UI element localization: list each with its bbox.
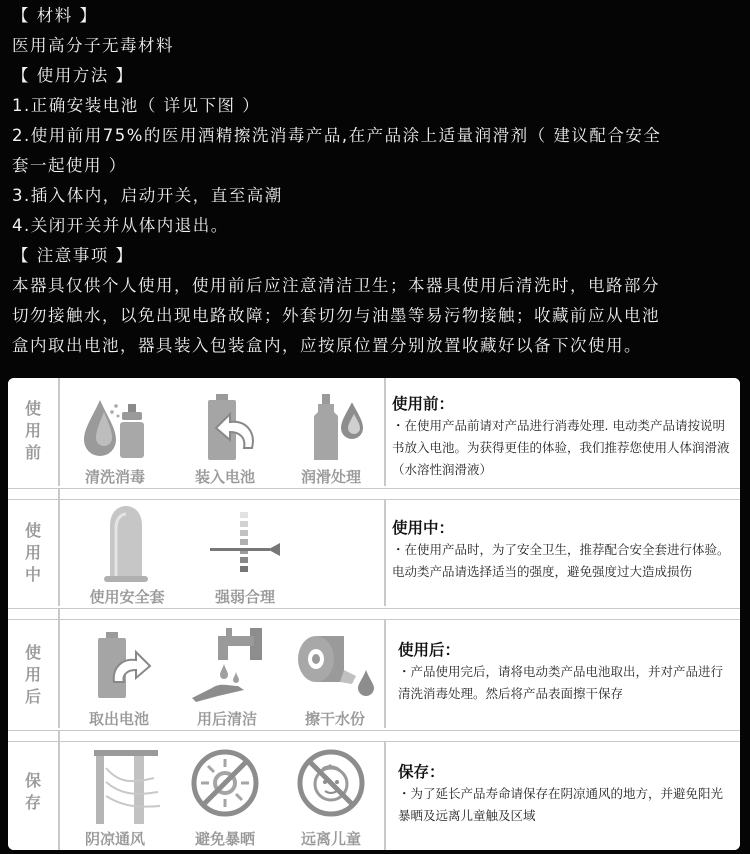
usage-step: 套一起使用 ） bbox=[12, 156, 127, 175]
usage-step: 3.插入体内，启动开关，直至高潮 bbox=[12, 186, 283, 205]
guide-row-before-use bbox=[8, 378, 740, 486]
materials-heading: 【 材料 】 bbox=[12, 6, 98, 25]
condom-icon bbox=[96, 504, 156, 582]
guide-row-after-use bbox=[8, 620, 740, 728]
caption-condom: 使用安全套 bbox=[89, 588, 165, 606]
usage-step: 4.关闭开关并从体内退出。 bbox=[12, 216, 229, 235]
row-title: 使用前： bbox=[392, 395, 455, 413]
row-label: 保存 bbox=[24, 771, 41, 812]
window-curtain-icon bbox=[88, 748, 164, 824]
no-child-icon bbox=[294, 746, 368, 820]
row-label: 使用后 bbox=[24, 643, 41, 706]
usage-heading: 【 使用方法 】 bbox=[12, 66, 134, 85]
usage-step: 2.使用前用75%的医用酒精擦洗消毒产品,在产品涂上适量润滑剂（ 建议配合安全 bbox=[12, 126, 662, 145]
notes-line: 本器具仅供个人使用，使用前后应注意清洁卫生；本器具使用后清洗时，电路部分 bbox=[12, 276, 660, 295]
row-label: 使用前 bbox=[24, 399, 41, 462]
intensity-slider-icon bbox=[204, 508, 284, 580]
no-sun-icon bbox=[188, 746, 262, 820]
notes-line: 切勿接触水，以免出现电路故障；外套切勿与油墨等易污物接触；收藏前应从电池 bbox=[12, 306, 660, 325]
usage-guide-card bbox=[8, 378, 740, 850]
caption-clean: 清洗消毒 bbox=[84, 468, 145, 486]
notes-heading: 【 注意事项 】 bbox=[12, 246, 134, 265]
row-title: 使用中： bbox=[392, 519, 455, 537]
caption-no-sun: 避免暴晒 bbox=[194, 830, 255, 848]
row-description: ・产品使用完后，请将电动类产品电池取出，并对产品进行清洗消毒处理。然后将产品表面擦干保存 bbox=[398, 664, 724, 701]
row-description: ・为了延长产品寿命请保存在阴凉通风的地方，并避免阳光暴晒及远离儿童触及区域 bbox=[398, 786, 724, 823]
caption-intensity: 强弱合理 bbox=[214, 588, 275, 606]
guide-row-during-use bbox=[8, 500, 740, 606]
row-divider bbox=[8, 608, 740, 620]
notes-line: 盒内取出电池，器具装入包装盒内，应按原位置分别放置收藏好以备下次使用。 bbox=[12, 336, 642, 355]
tissue-roll-icon bbox=[296, 630, 376, 700]
insert-battery-icon bbox=[196, 392, 272, 464]
usage-step: 1.正确安装电池（ 详见下图 ） bbox=[12, 96, 261, 115]
caption-battery: 装入电池 bbox=[194, 468, 255, 486]
remove-battery-icon bbox=[86, 630, 162, 702]
guide-row-storage bbox=[8, 742, 740, 850]
caption-lubricant: 润滑处理 bbox=[300, 468, 361, 486]
row-description: ・在使用产品时，为了安全卫生，推荐配合安全套进行体验。电动类产品请选择适当的强度，避免强度过大造成损伤 bbox=[392, 542, 730, 579]
materials-text: 医用高分子无毒材料 bbox=[12, 36, 174, 55]
row-title: 保存： bbox=[398, 763, 445, 781]
row-divider bbox=[8, 730, 740, 742]
caption-dry: 擦干水份 bbox=[304, 710, 365, 728]
lubricant-icon bbox=[308, 390, 378, 464]
caption-no-child: 远离儿童 bbox=[300, 830, 361, 848]
row-title: 使用后： bbox=[398, 641, 461, 659]
row-label: 使用中 bbox=[24, 521, 41, 584]
caption-clean-after: 用后清洁 bbox=[196, 710, 257, 728]
caption-remove-battery: 取出电池 bbox=[88, 710, 149, 728]
row-description: ・在使用产品前请对产品进行消毒处理. 电动类产品请按说明书放入电池。为获得更佳的体验，我们推荐您使用人体润滑液（水溶性润滑液） bbox=[392, 418, 730, 477]
row-divider bbox=[8, 488, 740, 500]
cleaning-spray-icon bbox=[78, 392, 154, 464]
faucet-icon bbox=[188, 626, 268, 704]
caption-ventilate: 阴凉通风 bbox=[84, 830, 145, 848]
